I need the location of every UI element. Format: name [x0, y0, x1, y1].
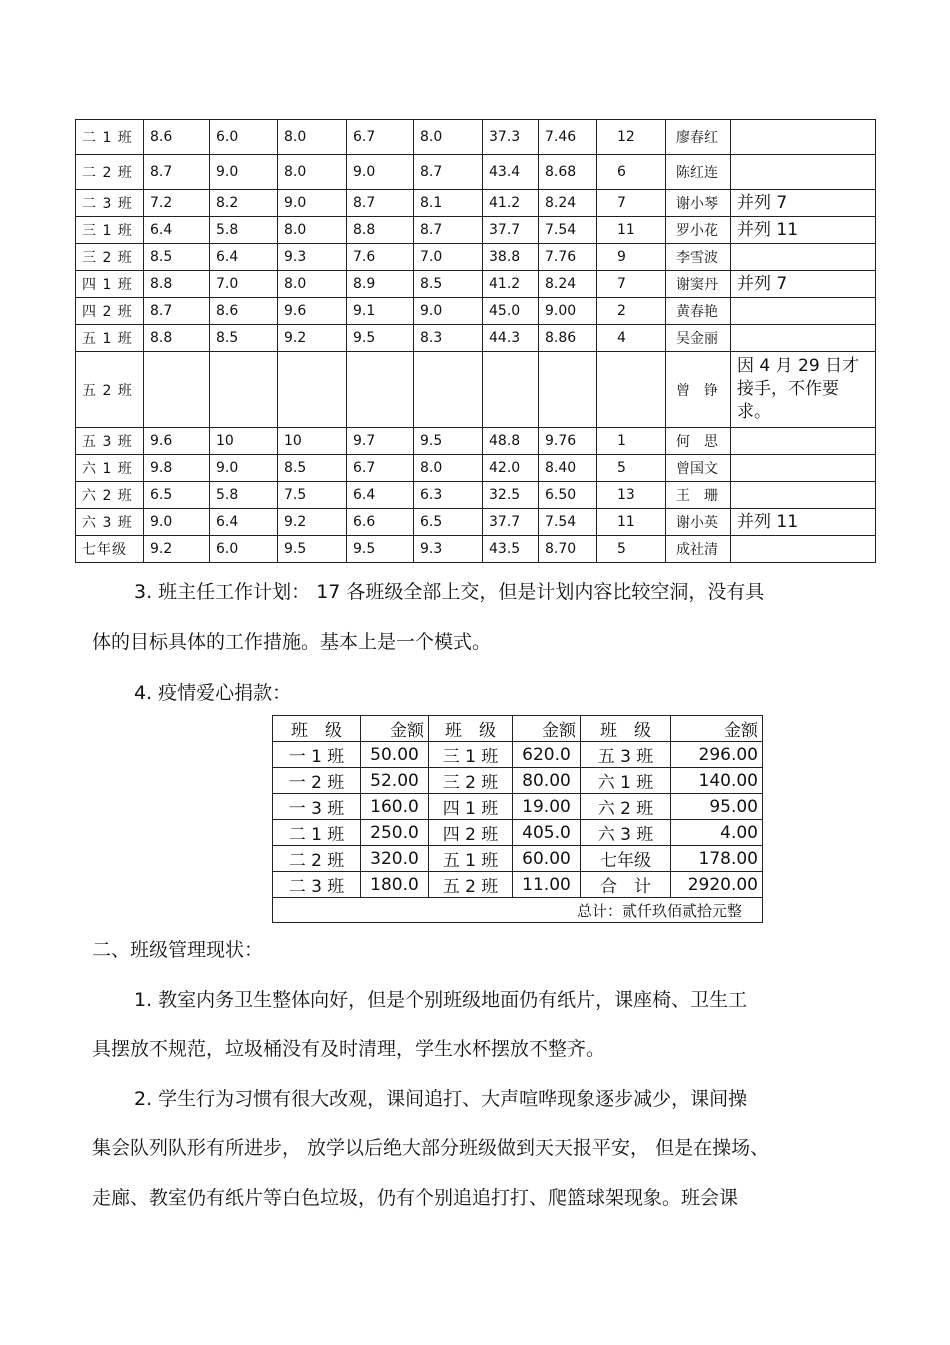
average-cell: 8.40 — [539, 455, 597, 482]
score-4-cell: 9.1 — [347, 298, 414, 325]
donation-class-cell: 六 1 班 — [581, 768, 671, 794]
average-cell: 7.54 — [539, 509, 597, 536]
donation-amount-cell: 50.00 — [361, 742, 429, 768]
score-1-cell: 8.7 — [144, 298, 210, 325]
class-cell: 三 2 班 — [76, 244, 144, 271]
average-cell: 7.46 — [539, 120, 597, 155]
score-5-cell: 7.0 — [414, 244, 483, 271]
score-2-cell: 5.8 — [210, 217, 278, 244]
rank-cell: 6 — [597, 155, 666, 190]
score-5-cell: 8.7 — [414, 217, 483, 244]
donation-class-cell: 二 1 班 — [273, 820, 361, 846]
rank-cell: 12 — [597, 120, 666, 155]
score-3-cell: 8.0 — [278, 271, 347, 298]
score-3-cell: 8.5 — [278, 455, 347, 482]
teacher-cell: 谢小琴 — [666, 190, 731, 217]
average-cell: 9.00 — [539, 298, 597, 325]
class-score-table — [75, 119, 876, 563]
class-cell: 四 1 班 — [76, 271, 144, 298]
score-1-cell: 8.8 — [144, 271, 210, 298]
donation-class-cell: 四 2 班 — [429, 820, 513, 846]
rank-cell: 11 — [597, 509, 666, 536]
donation-row — [273, 768, 763, 794]
rank-cell — [597, 352, 666, 428]
score-4-cell: 6.4 — [347, 482, 414, 509]
note-cell: 并列 7 — [731, 190, 876, 217]
score-5-cell: 8.7 — [414, 155, 483, 190]
score-5-cell: 8.0 — [414, 455, 483, 482]
total-cell: 48.8 — [483, 428, 539, 455]
donation-row — [273, 742, 763, 768]
donation-amount-cell: 140.00 — [671, 768, 763, 794]
score-row — [76, 352, 876, 428]
score-3-cell — [278, 352, 347, 428]
donation-amount-cell: 52.00 — [361, 768, 429, 794]
donation-class-cell: 七年级 — [581, 846, 671, 872]
donation-class-cell: 五 1 班 — [429, 846, 513, 872]
donation-amount-cell: 320.0 — [361, 846, 429, 872]
donation-class-cell: 二 2 班 — [273, 846, 361, 872]
score-3-cell: 8.0 — [278, 217, 347, 244]
score-1-cell: 6.4 — [144, 217, 210, 244]
rank-cell: 2 — [597, 298, 666, 325]
score-5-cell: 6.5 — [414, 509, 483, 536]
score-5-cell: 8.0 — [414, 120, 483, 155]
score-2-cell: 6.0 — [210, 120, 278, 155]
score-row — [76, 155, 876, 190]
note-cell: 并列 7 — [731, 271, 876, 298]
class-cell: 二 2 班 — [76, 155, 144, 190]
donation-class-cell: 一 3 班 — [273, 794, 361, 820]
class-cell: 六 1 班 — [76, 455, 144, 482]
donation-class-cell: 六 2 班 — [581, 794, 671, 820]
score-3-cell: 9.2 — [278, 509, 347, 536]
section-2-p2-line-2: 集会队列队形有所进步， 放学以后绝大部分班级做到天天报平安， 但是在操场、 — [92, 1137, 770, 1159]
score-5-cell: 9.3 — [414, 536, 483, 563]
donation-class-cell: 六 3 班 — [581, 820, 671, 846]
score-2-cell: 9.0 — [210, 155, 278, 190]
teacher-cell: 王 珊 — [666, 482, 731, 509]
section-2-p2-line-3: 走廊、教室仍有纸片等白色垃圾，仍有个别追追打打、爬篮球架现象。班会课 — [92, 1187, 739, 1209]
score-4-cell: 6.7 — [347, 455, 414, 482]
donation-amount-cell: 178.00 — [671, 846, 763, 872]
donation-amount-cell: 620.0 — [513, 742, 581, 768]
donation-row — [273, 794, 763, 820]
score-1-cell: 8.8 — [144, 325, 210, 352]
score-2-cell: 6.4 — [210, 509, 278, 536]
score-1-cell: 8.7 — [144, 155, 210, 190]
donation-amount-cell: 19.00 — [513, 794, 581, 820]
score-2-cell: 8.6 — [210, 298, 278, 325]
paragraph-3-line-2: 体的目标具体的工作措施。基本上是一个模式。 — [92, 631, 492, 653]
section-2-p1-line-1: 1. 教室内务卫生整体向好，但是个别班级地面仍有纸片，课座椅、卫生工 — [134, 989, 748, 1011]
score-4-cell — [347, 352, 414, 428]
note-cell — [731, 455, 876, 482]
class-cell: 五 2 班 — [76, 352, 144, 428]
teacher-cell: 曾国文 — [666, 455, 731, 482]
donation-class-cell: 二 3 班 — [273, 872, 361, 898]
total-cell: 37.7 — [483, 509, 539, 536]
score-3-cell: 9.3 — [278, 244, 347, 271]
donation-amount-cell: 250.0 — [361, 820, 429, 846]
score-row — [76, 244, 876, 271]
score-1-cell: 9.6 — [144, 428, 210, 455]
teacher-cell: 谢窦丹 — [666, 271, 731, 298]
total-cell: 42.0 — [483, 455, 539, 482]
donation-amount-cell: 4.00 — [671, 820, 763, 846]
class-cell: 七年级 — [76, 536, 144, 563]
donation-amount-cell: 95.00 — [671, 794, 763, 820]
score-2-cell: 10 — [210, 428, 278, 455]
score-2-cell: 6.4 — [210, 244, 278, 271]
donation-amount-cell: 80.00 — [513, 768, 581, 794]
teacher-cell: 吴金丽 — [666, 325, 731, 352]
note-cell — [731, 244, 876, 271]
donation-row — [273, 846, 763, 872]
average-cell: 9.76 — [539, 428, 597, 455]
teacher-cell: 李雪波 — [666, 244, 731, 271]
section-2-heading: 二、班级管理现状： — [92, 939, 264, 961]
score-3-cell: 10 — [278, 428, 347, 455]
average-cell: 8.24 — [539, 271, 597, 298]
average-cell: 8.86 — [539, 325, 597, 352]
score-5-cell: 8.5 — [414, 271, 483, 298]
total-cell: 45.0 — [483, 298, 539, 325]
score-row — [76, 482, 876, 509]
total-cell: 37.7 — [483, 217, 539, 244]
note-cell — [731, 482, 876, 509]
teacher-cell: 黄春艳 — [666, 298, 731, 325]
total-cell: 43.5 — [483, 536, 539, 563]
donation-amount-cell: 11.00 — [513, 872, 581, 898]
section-2-p2-line-1: 2. 学生行为习惯有很大改观，课间追打、大声喧哗现象逐步减少，课间操 — [134, 1088, 748, 1110]
rank-cell: 11 — [597, 217, 666, 244]
teacher-cell: 成社清 — [666, 536, 731, 563]
average-cell: 8.68 — [539, 155, 597, 190]
header-class-label: 班 级 — [581, 716, 671, 742]
score-row — [76, 509, 876, 536]
score-row — [76, 298, 876, 325]
header-amount-label: 金额 — [671, 716, 763, 742]
donation-class-cell: 三 1 班 — [429, 742, 513, 768]
score-1-cell: 8.5 — [144, 244, 210, 271]
score-2-cell: 8.5 — [210, 325, 278, 352]
score-5-cell: 9.5 — [414, 428, 483, 455]
score-1-cell: 8.6 — [144, 120, 210, 155]
note-cell — [731, 325, 876, 352]
score-4-cell: 8.7 — [347, 190, 414, 217]
rank-cell: 13 — [597, 482, 666, 509]
score-5-cell: 6.3 — [414, 482, 483, 509]
donation-class-cell: 合 计 — [581, 872, 671, 898]
donation-amount-cell: 180.0 — [361, 872, 429, 898]
score-4-cell: 7.6 — [347, 244, 414, 271]
note-cell — [731, 428, 876, 455]
score-2-cell: 8.2 — [210, 190, 278, 217]
score-3-cell: 8.0 — [278, 155, 347, 190]
teacher-cell: 谢小英 — [666, 509, 731, 536]
score-row — [76, 536, 876, 563]
teacher-cell: 罗小花 — [666, 217, 731, 244]
rank-cell: 5 — [597, 455, 666, 482]
header-amount-label: 金额 — [513, 716, 581, 742]
rank-cell: 7 — [597, 190, 666, 217]
paragraph-4-heading: 4. 疫情爱心捐款： — [134, 682, 292, 704]
score-1-cell — [144, 352, 210, 428]
total-cell: 38.8 — [483, 244, 539, 271]
score-5-cell — [414, 352, 483, 428]
header-amount-label: 金额 — [361, 716, 429, 742]
rank-cell: 5 — [597, 536, 666, 563]
score-2-cell: 5.8 — [210, 482, 278, 509]
donation-row — [273, 820, 763, 846]
donation-row — [273, 872, 763, 898]
average-cell — [539, 352, 597, 428]
donation-amount-cell: 160.0 — [361, 794, 429, 820]
score-3-cell: 9.5 — [278, 536, 347, 563]
note-cell — [731, 120, 876, 155]
teacher-cell: 陈红连 — [666, 155, 731, 190]
class-cell: 四 2 班 — [76, 298, 144, 325]
rank-cell: 4 — [597, 325, 666, 352]
score-2-cell — [210, 352, 278, 428]
score-2-cell: 7.0 — [210, 271, 278, 298]
total-cell: 41.2 — [483, 190, 539, 217]
score-4-cell: 8.9 — [347, 271, 414, 298]
class-cell: 二 3 班 — [76, 190, 144, 217]
score-1-cell: 7.2 — [144, 190, 210, 217]
score-row — [76, 325, 876, 352]
score-5-cell: 8.3 — [414, 325, 483, 352]
donation-amount-cell: 2920.00 — [671, 872, 763, 898]
note-cell: 并列 11 — [731, 509, 876, 536]
total-cell: 44.3 — [483, 325, 539, 352]
average-cell: 8.24 — [539, 190, 597, 217]
class-cell: 六 2 班 — [76, 482, 144, 509]
score-row — [76, 271, 876, 298]
average-cell: 7.76 — [539, 244, 597, 271]
score-1-cell: 6.5 — [144, 482, 210, 509]
note-cell: 因 4 月 29 日才接手，不作要求。 — [731, 352, 876, 428]
donation-amount-cell: 296.00 — [671, 742, 763, 768]
total-cell — [483, 352, 539, 428]
score-4-cell: 6.6 — [347, 509, 414, 536]
score-2-cell: 6.0 — [210, 536, 278, 563]
total-cell: 37.3 — [483, 120, 539, 155]
donation-class-cell: 五 3 班 — [581, 742, 671, 768]
score-3-cell: 9.6 — [278, 298, 347, 325]
average-cell: 6.50 — [539, 482, 597, 509]
score-1-cell: 9.8 — [144, 455, 210, 482]
class-cell: 五 3 班 — [76, 428, 144, 455]
score-4-cell: 9.7 — [347, 428, 414, 455]
score-2-cell: 9.0 — [210, 455, 278, 482]
score-row — [76, 428, 876, 455]
donation-class-cell: 五 2 班 — [429, 872, 513, 898]
rank-cell: 7 — [597, 271, 666, 298]
teacher-cell: 廖春红 — [666, 120, 731, 155]
score-3-cell: 9.2 — [278, 325, 347, 352]
score-1-cell: 9.2 — [144, 536, 210, 563]
section-2-p1-line-2: 具摆放不规范，垃圾桶没有及时清理，学生水杯摆放不整齐。 — [92, 1038, 606, 1060]
score-4-cell: 6.7 — [347, 120, 414, 155]
rank-cell: 1 — [597, 428, 666, 455]
header-class-label: 班 级 — [429, 716, 513, 742]
note-cell — [731, 155, 876, 190]
note-cell — [731, 298, 876, 325]
score-row — [76, 190, 876, 217]
rank-cell: 9 — [597, 244, 666, 271]
note-cell — [731, 536, 876, 563]
donation-class-cell: 一 2 班 — [273, 768, 361, 794]
score-3-cell: 8.0 — [278, 120, 347, 155]
score-row — [76, 217, 876, 244]
header-class-label: 班 级 — [273, 716, 361, 742]
donation-total-text: 总计：贰仟玖佰贰拾元整 — [273, 898, 763, 923]
score-4-cell: 9.0 — [347, 155, 414, 190]
total-cell: 43.4 — [483, 155, 539, 190]
paragraph-3-line-1: 3. 班主任工作计划： 17 各班级全部上交，但是计划内容比较空洞，没有具 — [134, 581, 765, 603]
score-5-cell: 9.0 — [414, 298, 483, 325]
teacher-cell: 何 思 — [666, 428, 731, 455]
donation-class-cell: 三 2 班 — [429, 768, 513, 794]
score-3-cell: 9.0 — [278, 190, 347, 217]
class-cell: 三 1 班 — [76, 217, 144, 244]
score-row — [76, 455, 876, 482]
score-5-cell: 8.1 — [414, 190, 483, 217]
class-cell: 二 1 班 — [76, 120, 144, 155]
total-cell: 41.2 — [483, 271, 539, 298]
note-cell: 并列 11 — [731, 217, 876, 244]
score-3-cell: 7.5 — [278, 482, 347, 509]
score-4-cell: 9.5 — [347, 536, 414, 563]
score-1-cell: 9.0 — [144, 509, 210, 536]
score-row — [76, 120, 876, 155]
donation-class-cell: 四 1 班 — [429, 794, 513, 820]
donation-amount-cell: 60.00 — [513, 846, 581, 872]
average-cell: 8.70 — [539, 536, 597, 563]
total-cell: 32.5 — [483, 482, 539, 509]
donation-amount-cell: 405.0 — [513, 820, 581, 846]
score-4-cell: 9.5 — [347, 325, 414, 352]
teacher-cell: 曾 铮 — [666, 352, 731, 428]
donation-total-row — [273, 898, 763, 923]
class-cell: 五 1 班 — [76, 325, 144, 352]
donation-header-row — [273, 716, 763, 742]
donation-table — [272, 715, 763, 923]
donation-class-cell: 一 1 班 — [273, 742, 361, 768]
average-cell: 7.54 — [539, 217, 597, 244]
score-4-cell: 8.8 — [347, 217, 414, 244]
class-cell: 六 3 班 — [76, 509, 144, 536]
